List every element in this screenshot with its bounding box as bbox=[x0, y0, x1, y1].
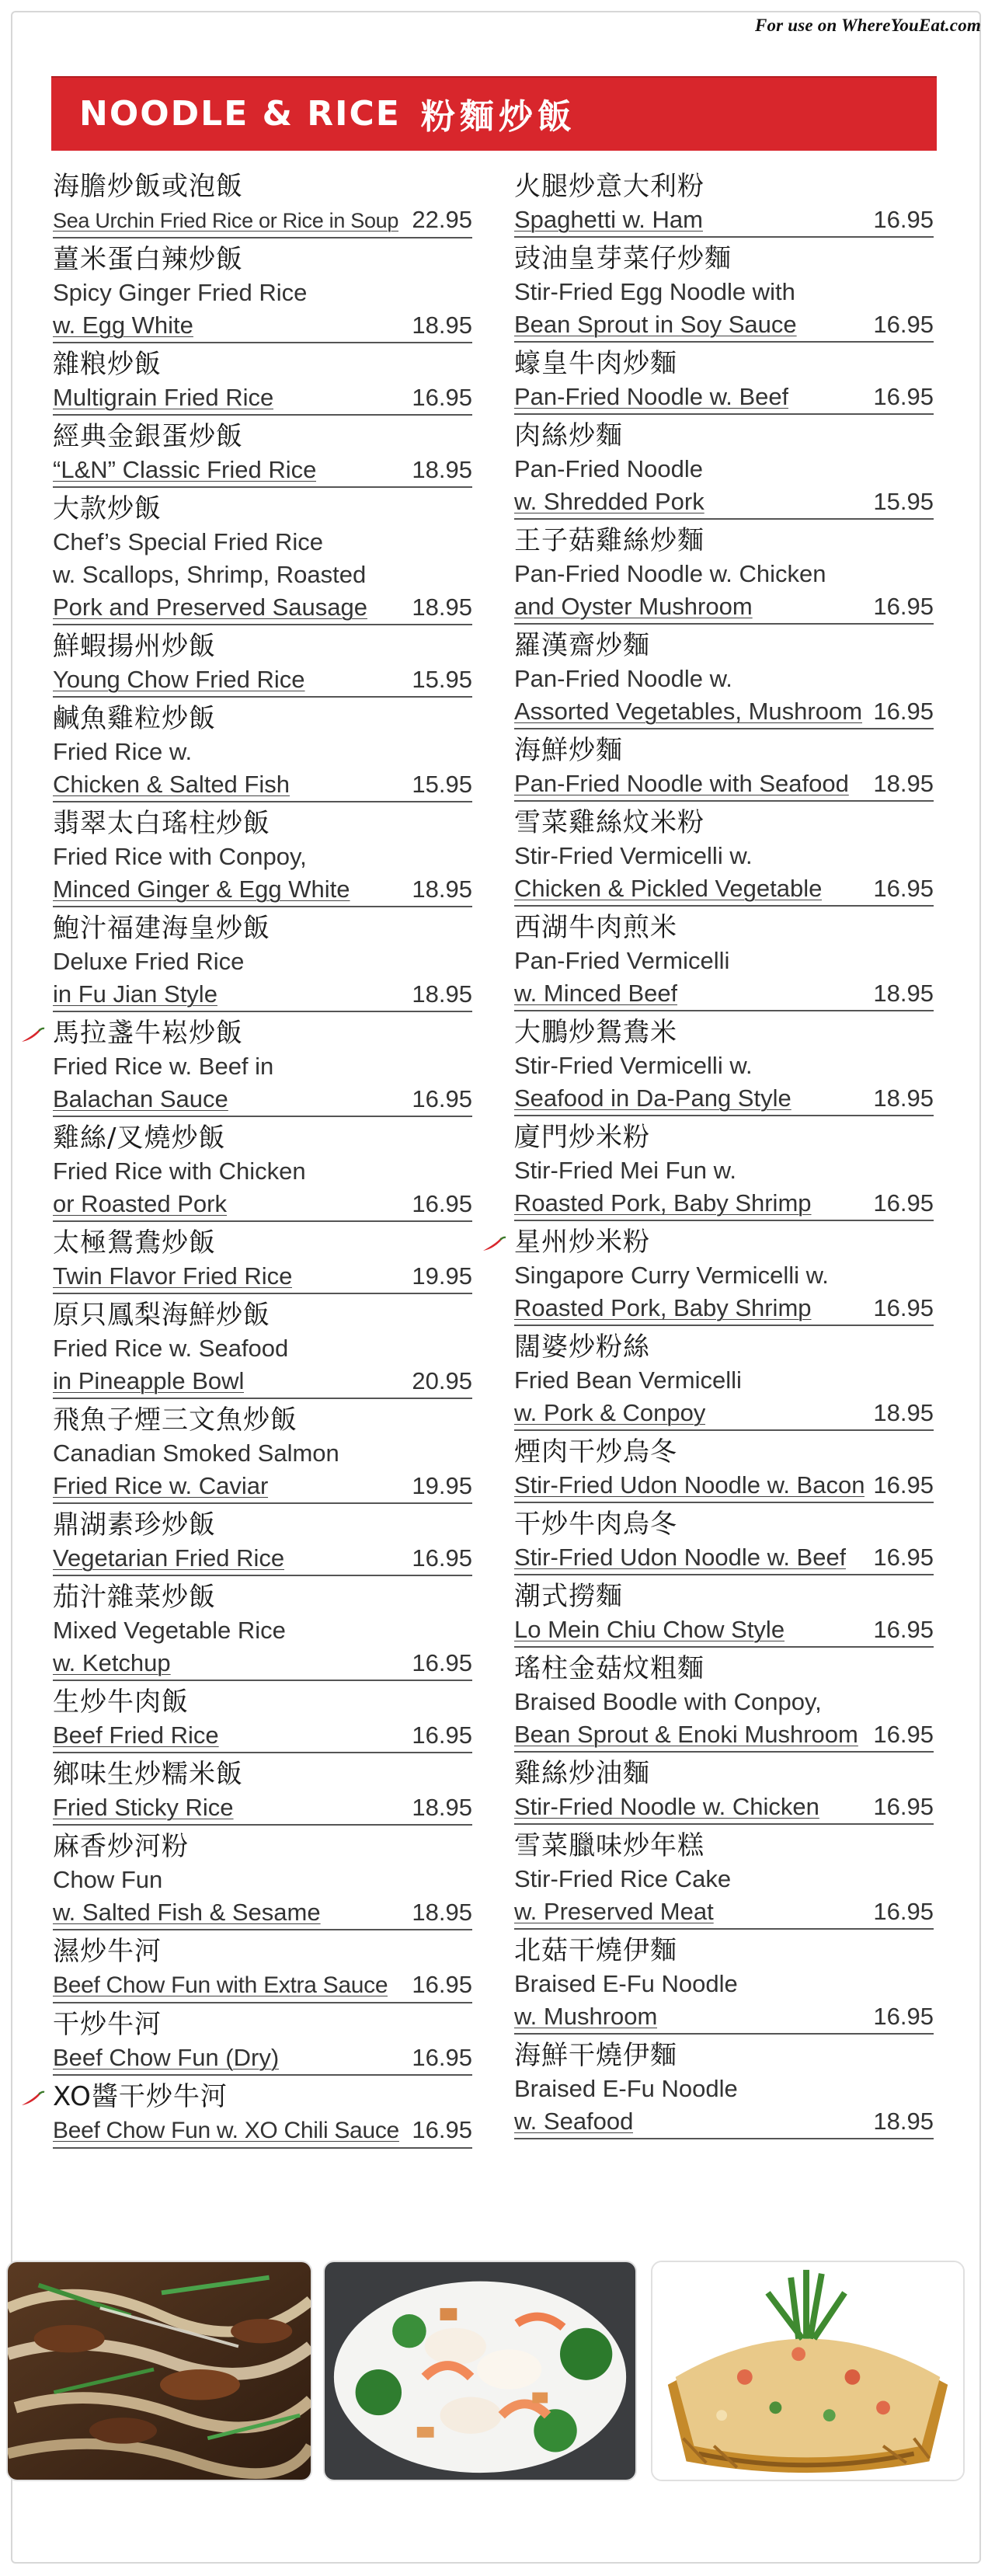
dish-description-en: Canadian Smoked Salmon bbox=[53, 1439, 339, 1467]
dish-name-zh: 鼎湖素珍炒飯 bbox=[53, 1509, 216, 1540]
dish-name-en: Roasted Pork, Baby Shrimp bbox=[514, 1189, 812, 1217]
dish-name-zh: 濕炒牛河 bbox=[53, 1936, 162, 1967]
dish-name-en: w. Egg White bbox=[53, 312, 193, 339]
dish-price: 19.95 bbox=[412, 1472, 472, 1499]
menu-item bbox=[53, 1294, 472, 1399]
menu-item bbox=[514, 1930, 934, 2035]
dish-price-row bbox=[53, 978, 472, 1012]
menu-item bbox=[514, 165, 934, 238]
dish-name-en: Seafood in Da-Pang Style bbox=[514, 1084, 791, 1112]
dish-price-row bbox=[514, 768, 934, 802]
dish-price: 18.95 bbox=[412, 456, 472, 483]
dish-name-zh: 雞絲炒油麵 bbox=[514, 1758, 650, 1789]
dish-price-row bbox=[53, 591, 472, 625]
dish-price: 16.95 bbox=[412, 1649, 472, 1676]
dish-name-zh: 海鮮炒麵 bbox=[514, 735, 623, 766]
dish-price: 16.95 bbox=[873, 383, 934, 410]
menu-item bbox=[53, 1504, 472, 1576]
dish-name-en: Sea Urchin Fried Rice or Rice in Soup bbox=[53, 209, 399, 232]
dish-price: 16.95 bbox=[873, 1544, 934, 1571]
dish-price: 16.95 bbox=[873, 875, 934, 902]
section-header bbox=[51, 76, 937, 151]
dish-name-zh: 雞絲/叉燒炒飯 bbox=[53, 1123, 226, 1154]
dish-name-en: “L&N” Classic Fried Rice bbox=[53, 456, 317, 483]
dish-price: 18.95 bbox=[873, 2108, 934, 2135]
menu-item bbox=[53, 488, 472, 625]
dish-name-zh: 羅漢齋炒麵 bbox=[514, 630, 650, 661]
dish-price: 18.95 bbox=[412, 980, 472, 1008]
dish-description-en: Braised Boodle with Conpoy, bbox=[514, 1688, 822, 1715]
dish-name-en: Fried Rice w. Caviar bbox=[53, 1472, 269, 1499]
dish-description-en: Pan-Fried Vermicelli bbox=[514, 947, 730, 974]
dish-price: 18.95 bbox=[873, 770, 934, 797]
dish-name-zh: 茄汁雜菜炒飯 bbox=[53, 1582, 216, 1613]
dish-description-en: Spicy Ginger Fried Rice bbox=[53, 279, 308, 306]
dish-description-en: Stir-Fried Vermicelli w. bbox=[514, 1052, 753, 1079]
dish-price: 16.95 bbox=[412, 2116, 472, 2143]
dish-name-zh: 干炒牛肉烏冬 bbox=[514, 1509, 677, 1540]
dish-price-row bbox=[514, 1791, 934, 1825]
menu-item bbox=[514, 1116, 934, 1221]
dish-description-en: Deluxe Fried Rice bbox=[53, 948, 245, 975]
dish-description-en: Singapore Curry Vermicelli w. bbox=[514, 1262, 829, 1289]
dish-price: 16.95 bbox=[873, 1721, 934, 1748]
dish-name-zh: XO醬干炒牛河 bbox=[53, 2081, 228, 2112]
dish-name-zh: 火腿炒意大利粉 bbox=[514, 171, 705, 202]
dish-name-en: Pan-Fried Noodle w. Beef bbox=[514, 383, 789, 410]
pineapple-fried-rice-photo bbox=[651, 2261, 965, 2481]
dish-name-en: Beef Chow Fun (Dry) bbox=[53, 2044, 280, 2071]
dish-name-zh: 海膽炒飯或泡飯 bbox=[53, 171, 243, 202]
dish-name-en: Chicken & Salted Fish bbox=[53, 771, 290, 798]
menu-column-left bbox=[53, 165, 472, 2149]
dish-price: 18.95 bbox=[873, 1084, 934, 1112]
dish-name-en: Assorted Vegetables, Mushroom bbox=[514, 698, 863, 725]
menu-item bbox=[53, 2076, 472, 2149]
dish-name-en: w. Mushroom bbox=[514, 2003, 658, 2030]
dish-name-zh: 薑米蛋白辣炒飯 bbox=[53, 244, 243, 275]
menu-item bbox=[514, 1431, 934, 1503]
beef-chow-fun-photo bbox=[6, 2261, 312, 2481]
dish-price-row bbox=[53, 768, 472, 802]
dish-name-en: w. Pork & Conpoy bbox=[514, 1399, 706, 1426]
dish-description-en: Braised E-Fu Noodle bbox=[514, 1970, 738, 1997]
dish-price-row bbox=[53, 1647, 472, 1681]
menu-item bbox=[53, 1753, 472, 1826]
section-title-en: NOODLE & RICE bbox=[79, 93, 401, 134]
dish-price-row bbox=[53, 204, 472, 238]
chili-pepper-icon bbox=[20, 2090, 45, 2107]
dish-price: 19.95 bbox=[412, 1262, 472, 1290]
menu-item bbox=[514, 1326, 934, 1431]
dish-price-row bbox=[514, 486, 934, 520]
dish-name-en: Pan-Fried Noodle with Seafood bbox=[514, 770, 849, 797]
dish-price-row bbox=[514, 590, 934, 625]
menu-item bbox=[514, 343, 934, 415]
menu-item bbox=[53, 625, 472, 698]
dish-price: 16.95 bbox=[873, 1294, 934, 1321]
menu-item bbox=[53, 1826, 472, 1930]
dish-name-zh: 星州炒米粉 bbox=[514, 1227, 650, 1258]
dish-description-en: Chow Fun bbox=[53, 1866, 163, 1893]
dish-description-en: Fried Rice w. bbox=[53, 738, 193, 765]
dish-price-row bbox=[514, 872, 934, 907]
dish-name-zh: 原只鳳梨海鮮炒飯 bbox=[53, 1300, 270, 1331]
dish-name-en: Bean Sprout & Enoki Mushroom bbox=[514, 1721, 858, 1748]
dish-price-row bbox=[53, 1083, 472, 1117]
dish-name-zh: 廈門炒米粉 bbox=[514, 1122, 650, 1153]
menu-item bbox=[514, 2035, 934, 2139]
dish-name-en: Lo Mein Chiu Chow Style bbox=[514, 1616, 785, 1643]
dish-name-en: Roasted Pork, Baby Shrimp bbox=[514, 1294, 812, 1321]
dish-name-en: Pork and Preserved Sausage bbox=[53, 594, 367, 621]
dish-name-zh: 干炒牛河 bbox=[53, 2009, 162, 2040]
dish-price-row bbox=[514, 1187, 934, 1221]
dish-price: 16.95 bbox=[873, 698, 934, 725]
dish-price: 16.95 bbox=[873, 1471, 934, 1499]
dish-name-en: w. Seafood bbox=[514, 2108, 634, 2135]
menu-item bbox=[53, 1930, 472, 2003]
chili-pepper-icon bbox=[20, 1026, 45, 1043]
dish-name-en: Minced Ginger & Egg White bbox=[53, 875, 350, 903]
menu-item bbox=[514, 625, 934, 729]
menu-item bbox=[514, 1575, 934, 1648]
dish-name-en: Young Chow Fried Rice bbox=[53, 666, 305, 693]
dish-price: 16.95 bbox=[873, 1793, 934, 1820]
dish-price-row bbox=[514, 695, 934, 729]
menu-item bbox=[53, 1399, 472, 1504]
menu-item bbox=[514, 1648, 934, 1753]
menu-item bbox=[514, 729, 934, 802]
menu-item bbox=[514, 1825, 934, 1930]
menu-item bbox=[53, 907, 472, 1012]
dish-name-en: Chicken & Pickled Vegetable bbox=[514, 875, 823, 902]
dish-price-row bbox=[53, 381, 472, 416]
dish-price: 16.95 bbox=[873, 1189, 934, 1217]
dish-name-zh: 北菇干燒伊麵 bbox=[514, 1935, 677, 1966]
dish-name-zh: 豉油皇芽菜仔炒麵 bbox=[514, 243, 732, 274]
dish-name-zh: 馬拉盞牛崧炒飯 bbox=[53, 1018, 243, 1049]
dish-price: 16.95 bbox=[412, 1544, 472, 1572]
dish-price-row bbox=[514, 381, 934, 415]
menu-item bbox=[53, 238, 472, 343]
dish-name-en: w. Ketchup bbox=[53, 1649, 171, 1676]
menu-item bbox=[514, 1503, 934, 1575]
dish-name-zh: 肉絲炒麵 bbox=[514, 420, 623, 451]
menu-item bbox=[53, 1012, 472, 1117]
dish-name-zh: 鮑汁福建海皇炒飯 bbox=[53, 913, 270, 944]
dish-price-row bbox=[53, 1470, 472, 1504]
dish-name-zh: 大款炒飯 bbox=[53, 493, 162, 524]
menu-item bbox=[53, 416, 472, 488]
dish-name-en: Fried Sticky Rice bbox=[53, 1794, 234, 1821]
dish-price: 16.95 bbox=[873, 593, 934, 620]
dish-name-en: Multigrain Fried Rice bbox=[53, 384, 274, 411]
menu-item bbox=[53, 165, 472, 238]
menu-item bbox=[514, 1221, 934, 1326]
dish-price-row bbox=[514, 1541, 934, 1575]
dish-name-zh: 煙肉干炒烏冬 bbox=[514, 1436, 677, 1467]
menu-item bbox=[514, 415, 934, 520]
dish-name-en: Beef Chow Fun with Extra Sauce bbox=[53, 1972, 388, 1998]
dish-name-zh: 西湖牛肉煎米 bbox=[514, 912, 677, 943]
dish-price-row bbox=[514, 1292, 934, 1326]
dish-price-row bbox=[53, 1542, 472, 1576]
dish-price: 15.95 bbox=[412, 666, 472, 693]
dish-description-en: Chef’s Special Fried Rice bbox=[53, 528, 324, 555]
dish-price-row bbox=[53, 1365, 472, 1399]
dish-price: 16.95 bbox=[412, 1085, 472, 1112]
dish-price-row bbox=[514, 1718, 934, 1753]
menu-column-right bbox=[514, 165, 934, 2139]
menu-item bbox=[514, 238, 934, 343]
menu-item bbox=[53, 802, 472, 907]
dish-price-row bbox=[514, 1397, 934, 1431]
menu-item bbox=[53, 1222, 472, 1294]
dish-description-en: Stir-Fried Mei Fun w. bbox=[514, 1157, 736, 1184]
dish-name-zh: 鄉味生炒糯米飯 bbox=[53, 1759, 243, 1790]
dish-price: 16.95 bbox=[412, 1971, 472, 1998]
dish-price-row bbox=[514, 204, 934, 238]
dish-name-zh: 雪菜臘味炒年糕 bbox=[514, 1830, 705, 1861]
menu-item bbox=[53, 1681, 472, 1753]
dish-name-en: Twin Flavor Fried Rice bbox=[53, 1262, 293, 1290]
dish-name-en: w. Shredded Pork bbox=[514, 488, 705, 515]
dish-name-en: Stir-Fried Udon Noodle w. Beef bbox=[514, 1544, 847, 1571]
menu-item bbox=[53, 2003, 472, 2076]
dish-description-en: Mixed Vegetable Rice bbox=[53, 1617, 286, 1644]
dish-price: 16.95 bbox=[412, 2044, 472, 2071]
dish-name-zh: 闊婆炒粉絲 bbox=[514, 1332, 650, 1363]
dish-description-en: Stir-Fried Rice Cake bbox=[514, 1865, 732, 1892]
dish-name-en: in Pineapple Bowl bbox=[53, 1367, 245, 1394]
source-note: For use on WhereYouEat.com bbox=[754, 16, 981, 35]
dish-price: 15.95 bbox=[412, 771, 472, 798]
dish-name-en: Beef Chow Fun w. XO Chili Sauce bbox=[53, 2118, 399, 2143]
dish-description-en: w. Scallops, Shrimp, Roasted bbox=[53, 561, 367, 588]
dish-description-en: Pan-Fried Noodle w. bbox=[514, 665, 732, 692]
dish-description-en: Fried Rice w. Seafood bbox=[53, 1335, 289, 1362]
section-title-zh: 粉麵炒飯 bbox=[420, 97, 576, 137]
dish-price-row bbox=[514, 308, 934, 343]
dish-price: 18.95 bbox=[412, 594, 472, 621]
dish-price-row bbox=[53, 2114, 472, 2149]
dish-price: 18.95 bbox=[412, 312, 472, 339]
dish-name-zh: 鹹魚雞粒炒飯 bbox=[53, 703, 216, 734]
dish-name-en: Stir-Fried Udon Noodle w. Bacon bbox=[514, 1471, 865, 1499]
photo-strip bbox=[0, 2261, 995, 2486]
dish-price-row bbox=[514, 1613, 934, 1648]
dish-name-zh: 瑤柱金菇炆粗麵 bbox=[514, 1653, 705, 1684]
menu-item bbox=[514, 1753, 934, 1825]
menu-item bbox=[53, 1576, 472, 1681]
dish-price: 18.95 bbox=[873, 1399, 934, 1426]
dish-name-en: Balachan Sauce bbox=[53, 1085, 228, 1112]
menu-item bbox=[53, 343, 472, 416]
dish-description-en: Fried Rice with Conpoy, bbox=[53, 843, 307, 870]
dish-price: 18.95 bbox=[412, 1899, 472, 1926]
dish-name-en: Stir-Fried Noodle w. Chicken bbox=[514, 1793, 819, 1820]
dish-price-row bbox=[53, 1719, 472, 1753]
dish-price: 16.95 bbox=[412, 384, 472, 411]
dish-name-zh: 生炒牛肉飯 bbox=[53, 1687, 189, 1718]
dish-name-zh: 海鮮干燒伊麵 bbox=[514, 2040, 677, 2071]
dish-name-zh: 蠔皇牛肉炒麵 bbox=[514, 348, 677, 379]
dish-price: 16.95 bbox=[873, 311, 934, 338]
dish-name-zh: 大鵬炒鴛鴦米 bbox=[514, 1017, 677, 1048]
dish-price: 16.95 bbox=[873, 1898, 934, 1925]
menu-item bbox=[514, 1011, 934, 1116]
menu-item bbox=[514, 802, 934, 907]
dish-name-zh: 雪菜雞絲炆米粉 bbox=[514, 807, 705, 838]
dish-name-zh: 麻香炒河粉 bbox=[53, 1831, 189, 1862]
dish-price-row bbox=[514, 1469, 934, 1503]
dish-name-en: Vegetarian Fried Rice bbox=[53, 1544, 285, 1572]
menu-item bbox=[53, 1117, 472, 1222]
dish-price-row bbox=[514, 977, 934, 1011]
dish-name-zh: 雜粮炒飯 bbox=[53, 349, 162, 380]
dish-price-row bbox=[53, 309, 472, 343]
dish-price: 16.95 bbox=[873, 206, 934, 233]
dish-name-zh: 鮮蝦揚州炒飯 bbox=[53, 631, 216, 662]
dish-price-row bbox=[514, 2000, 934, 2035]
dish-description-en: Fried Rice with Chicken bbox=[53, 1157, 306, 1185]
dish-name-en: in Fu Jian Style bbox=[53, 980, 217, 1008]
dish-price-row bbox=[53, 454, 472, 488]
dish-price-row bbox=[514, 1895, 934, 1930]
dish-name-zh: 飛魚子煙三文魚炒飯 bbox=[53, 1405, 297, 1436]
menu-item bbox=[514, 907, 934, 1011]
dish-name-en: w. Preserved Meat bbox=[514, 1898, 714, 1925]
dish-description-en: Fried Rice w. Beef in bbox=[53, 1053, 274, 1080]
dish-name-en: and Oyster Mushroom bbox=[514, 593, 753, 620]
dish-price: 22.95 bbox=[412, 206, 472, 233]
dish-price-row bbox=[53, 1260, 472, 1294]
dish-name-zh: 王子菇雞絲炒麵 bbox=[514, 525, 705, 556]
dish-description-en: Pan-Fried Noodle bbox=[514, 455, 703, 482]
dish-price-row bbox=[514, 2105, 934, 2139]
dish-description-en: Braised E-Fu Noodle bbox=[514, 2075, 738, 2102]
dish-name-en: Beef Fried Rice bbox=[53, 1721, 219, 1749]
dish-price-row bbox=[53, 1896, 472, 1930]
dish-name-en: w. Salted Fish & Sesame bbox=[53, 1899, 321, 1926]
dish-description-en: Stir-Fried Vermicelli w. bbox=[514, 842, 753, 869]
dish-name-en: Bean Sprout in Soy Sauce bbox=[514, 311, 797, 338]
dish-name-zh: 潮式撈麵 bbox=[514, 1581, 623, 1612]
dish-price: 16.95 bbox=[412, 1190, 472, 1217]
dish-name-zh: 太極鴛鴦炒飯 bbox=[53, 1227, 216, 1258]
dish-price-row bbox=[53, 1188, 472, 1222]
dish-description-en: Pan-Fried Noodle w. Chicken bbox=[514, 560, 826, 587]
dish-price-row bbox=[53, 1791, 472, 1826]
dish-name-en: Spaghetti w. Ham bbox=[514, 206, 703, 233]
dish-name-en: or Roasted Pork bbox=[53, 1190, 227, 1217]
dish-price-row bbox=[53, 663, 472, 698]
seafood-stir-fry-photo bbox=[323, 2261, 637, 2481]
dish-description-en: Fried Bean Vermicelli bbox=[514, 1366, 742, 1394]
dish-price: 18.95 bbox=[412, 1794, 472, 1821]
dish-name-zh: 經典金銀蛋炒飯 bbox=[53, 421, 243, 452]
dish-price-row bbox=[514, 1082, 934, 1116]
dish-price-row bbox=[53, 1969, 472, 2003]
dish-name-zh: 翡翠太白瑤柱炒飯 bbox=[53, 808, 270, 839]
dish-price: 20.95 bbox=[412, 1367, 472, 1394]
menu-item bbox=[53, 698, 472, 802]
dish-price: 16.95 bbox=[412, 1721, 472, 1749]
dish-price: 16.95 bbox=[873, 1616, 934, 1643]
dish-price-row bbox=[53, 2042, 472, 2076]
dish-price: 16.95 bbox=[873, 2003, 934, 2030]
dish-name-en: w. Minced Beef bbox=[514, 980, 678, 1007]
chili-pepper-icon bbox=[482, 1235, 506, 1252]
menu-item bbox=[514, 520, 934, 625]
dish-description-en: Stir-Fried Egg Noodle with bbox=[514, 278, 795, 305]
dish-price: 18.95 bbox=[873, 980, 934, 1007]
dish-price-row bbox=[53, 873, 472, 907]
dish-price: 18.95 bbox=[412, 875, 472, 903]
dish-price: 15.95 bbox=[873, 488, 934, 515]
